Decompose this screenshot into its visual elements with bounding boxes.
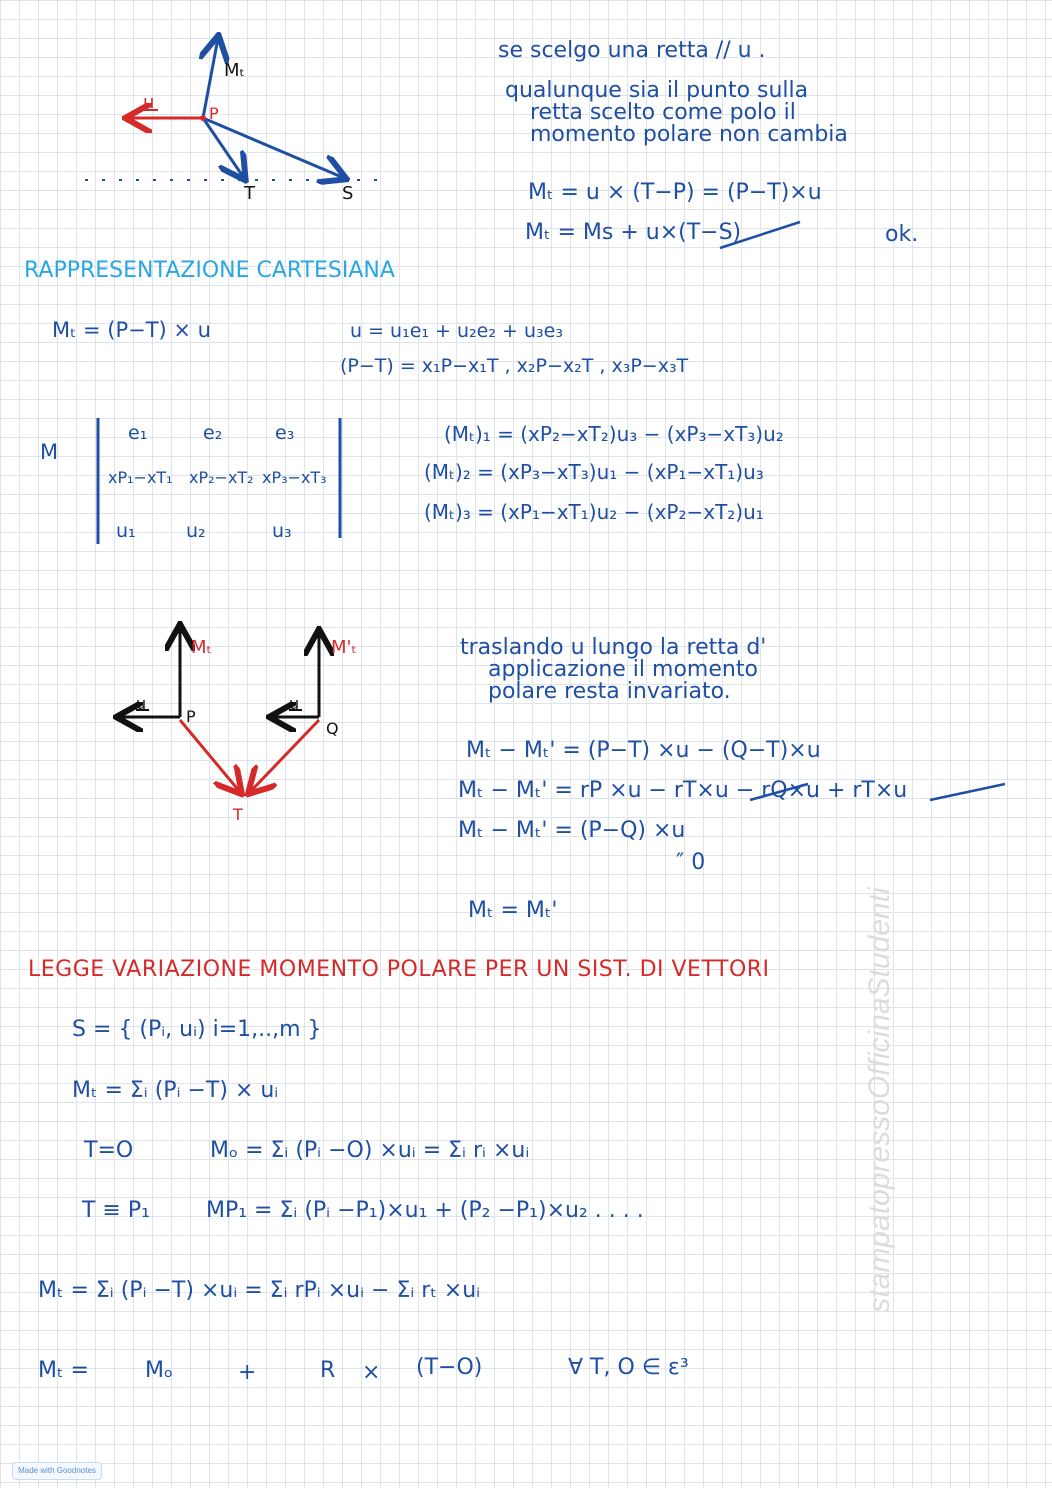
matrix-cell: e₁	[128, 422, 148, 444]
matrix-label: M	[40, 440, 59, 464]
law-final-plus: +	[238, 1360, 257, 1385]
goodnotes-badge: Made with Goodnotes	[12, 1462, 102, 1480]
note1-line1: se scelgo una retta // u .	[498, 38, 766, 63]
pt-arrow-2	[180, 720, 240, 792]
label-t: T	[244, 183, 255, 204]
law-eq-mt2: Mₜ = Σᵢ (Pᵢ −T) ×uᵢ = Σᵢ rPᵢ ×uᵢ − Σᵢ rₜ ×uᵢ	[38, 1278, 481, 1303]
matrix-cell: u₂	[186, 520, 206, 542]
law-heading: LEGGE VARIAZIONE MOMENTO POLARE PER UN SIST. DI VETTORI	[28, 957, 770, 982]
matrix-cell: xP₃−xT₃	[262, 468, 327, 487]
law-eq-t0-left: T=O	[84, 1138, 134, 1163]
matrix-cell: u₃	[272, 520, 292, 542]
component-1: (Mₜ)₁ = (xP₂−xT₂)u₃ − (xP₃−xT₃)u₂	[444, 422, 784, 446]
note1-line2: qualunque sia il punto sulla	[505, 78, 809, 103]
watermark: stampatopressoOfficinaStudenti	[863, 887, 896, 1313]
cartesian-eq-mt: Mₜ = (P−T) × u	[52, 318, 211, 342]
label-p-2: P	[186, 707, 196, 726]
matrix-cell: e₂	[203, 422, 223, 444]
note1-eq2: Mₜ = Ms + u×(T−S)	[525, 220, 742, 245]
cartesian-eq-pt: (P−T) = x₁P−x₁T , x₂P−x₂T , x₃P−x₃T	[340, 355, 689, 377]
law-eq-t0: Mₒ = Σᵢ (Pᵢ −O) ×uᵢ = Σᵢ rᵢ ×uᵢ	[210, 1138, 530, 1163]
component-3: (Mₜ)₃ = (xP₁−xT₁)u₂ − (xP₂−xT₂)u₁	[424, 500, 764, 524]
label-mt: Mₜ	[224, 60, 245, 81]
matrix-cell: u₁	[116, 520, 136, 542]
label-t-2: T	[233, 805, 243, 824]
note1-eq2-ok: ok.	[885, 222, 919, 247]
note1-eq1: Mₜ = u × (T−P) = (P−T)×u	[528, 180, 822, 205]
note2-eq3-zero: ″ 0	[676, 850, 706, 875]
label-p: P	[209, 104, 219, 123]
cartesian-heading: RAPPRESENTAZIONE CARTESIANA	[24, 258, 395, 283]
note1-line3: retta scelto come polo il	[530, 100, 796, 125]
law-final-mt: Mₜ =	[38, 1358, 89, 1383]
label-q: Q	[326, 719, 339, 738]
note2-eq1: Mₜ − Mₜ' = (P−T) ×u − (Q−T)×u	[466, 738, 821, 763]
cartesian-eq-u: u = u₁e₁ + u₂e₂ + u₃e₃	[350, 320, 563, 342]
note2-eq3: Mₜ − Mₜ' = (P−Q) ×u	[458, 818, 686, 843]
law-eq-s: S = { (Pᵢ, uᵢ) i=1,..,m }	[72, 1017, 322, 1042]
label-u: u	[143, 92, 155, 113]
note2-line3: polare resta invariato.	[488, 679, 731, 704]
law-final-to: (T−O)	[416, 1355, 483, 1380]
note2-line1: traslando u lungo la retta d'	[460, 635, 767, 660]
component-2: (Mₜ)₂ = (xP₃−xT₃)u₁ − (xP₁−xT₁)u₃	[424, 460, 764, 484]
label-s: S	[342, 183, 354, 204]
label-u-3: u	[289, 694, 300, 713]
law-final-mo: Mₒ	[145, 1358, 174, 1383]
note2-line2: applicazione il momento	[488, 657, 758, 682]
label-mt-prime: M'ₜ	[331, 637, 357, 658]
law-eq-mt: Mₜ = Σᵢ (Pᵢ −T) × uᵢ	[72, 1078, 279, 1103]
label-u-2: u	[136, 694, 147, 713]
matrix-cell: xP₂−xT₂	[189, 468, 254, 487]
note1-line4: momento polare non cambia	[530, 122, 848, 147]
law-eq-tp-left: T ≡ P₁	[82, 1198, 150, 1223]
law-eq-tp: MP₁ = Σᵢ (Pᵢ −P₁)×u₁ + (P₂ −P₁)×u₂ . . . .	[206, 1198, 644, 1223]
matrix-cell: e₃	[275, 422, 295, 444]
point-p	[200, 115, 206, 121]
matrix-cell: xP₁−xT₁	[108, 468, 173, 487]
label-mt-2: Mₜ	[191, 637, 212, 658]
note2-eq2: Mₜ − Mₜ' = rP ×u − rT×u − rQ×u + rT×u	[458, 778, 908, 803]
law-final-forall: ∀ T, O ∈ ε³	[568, 1355, 689, 1380]
law-final-r: R	[320, 1358, 336, 1383]
law-final-x: ×	[362, 1360, 381, 1385]
note2-eq4: Mₜ = Mₜ'	[468, 898, 558, 923]
qt-arrow	[250, 720, 319, 792]
